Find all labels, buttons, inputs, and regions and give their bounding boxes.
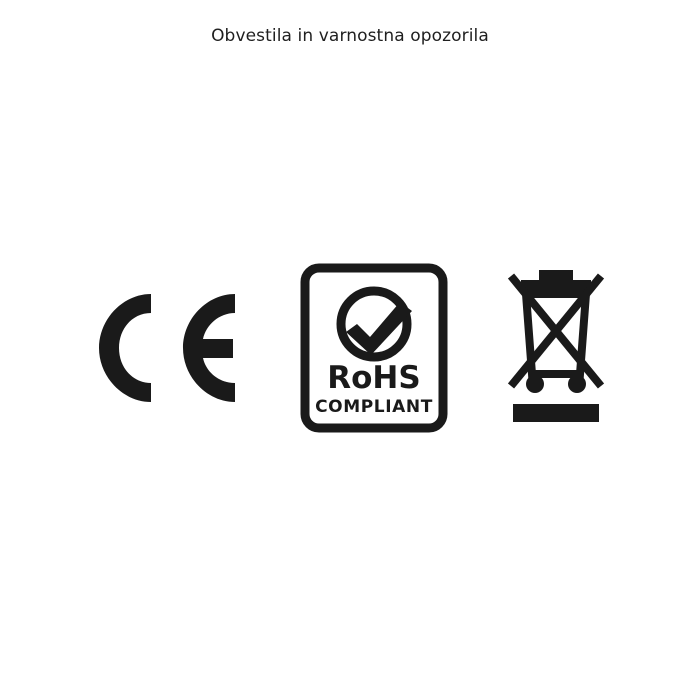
weee-crossed-out-wheelie-bin-icon [495, 262, 617, 434]
page-title: Obvestila in varnostna opozorila [211, 26, 489, 46]
compliant-label: COMPLIANT [315, 397, 433, 417]
ce-marking-icon [83, 278, 253, 418]
compliance-marks-row [0, 258, 700, 438]
ce-mark [83, 278, 253, 418]
weee-mark [495, 262, 617, 434]
rohs-compliant-icon [299, 262, 449, 434]
rohs-label: RoHS [327, 360, 421, 396]
rohs-mark [299, 262, 449, 434]
